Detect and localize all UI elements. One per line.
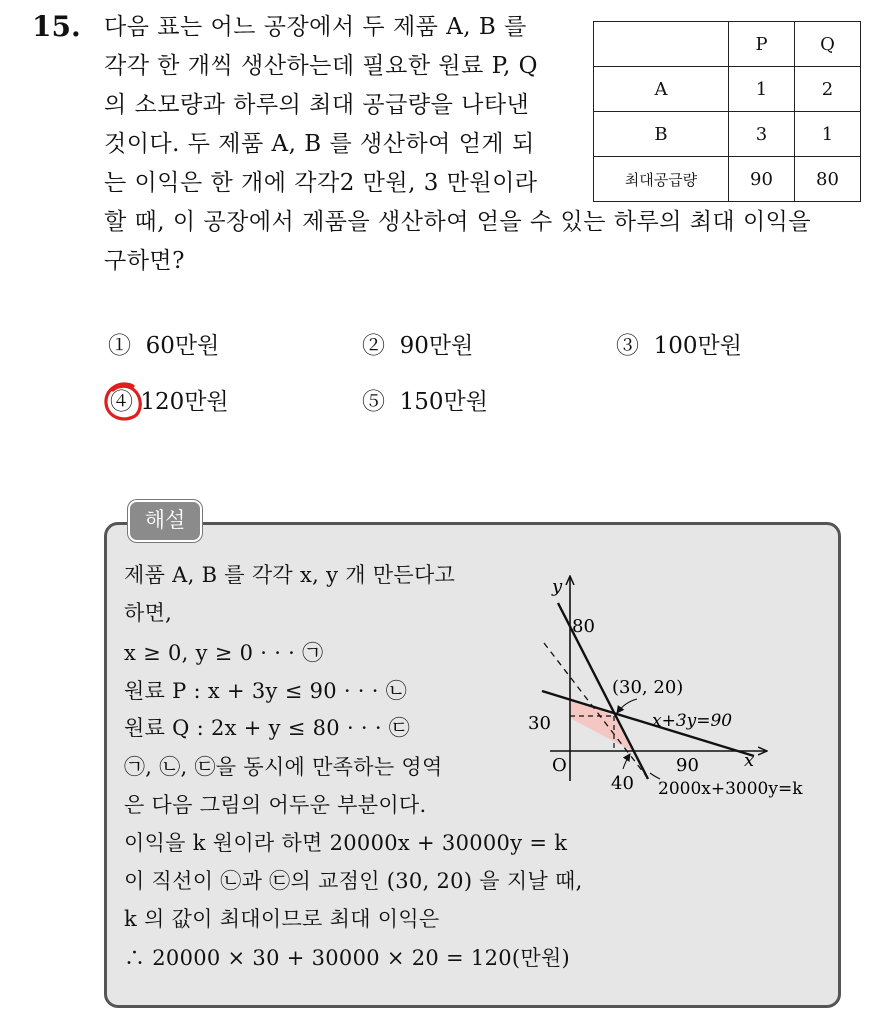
solution-line: x ≥ 0, y ≥ 0 · · · ㉠ [124,641,324,665]
table-cell: 3 [729,112,795,157]
solution-line: 제품 A, B 를 각각 x, y 개 만든다고 [124,563,456,587]
y-intercept-80: 80 [572,616,595,637]
table-row [594,157,861,202]
question-line: 는 이익은 한 개에 각각2 만원, 3 만원이라 [104,170,538,196]
table-cell: P [729,22,795,67]
table-row [594,67,861,112]
table-row [594,112,861,157]
table-cell: B [594,112,729,157]
solution-line: k 의 값이 최대이므로 최대 이익은 [124,907,440,931]
choice-mark: ② [362,333,385,359]
solution-line: 이익을 k 원이라 하면 20000x + 30000y = k [124,831,568,855]
table-cell: 1 [795,112,861,157]
constraint-p-label: x+3y=90 [652,711,733,731]
question-line: 각각 한 개씩 생산하는데 필요한 원료 P, Q [104,53,538,79]
question-line: 것이다. 두 제품 A, B 를 생산하여 얻게 되 [104,131,535,157]
question-number: 15. [32,10,81,43]
choice-mark: ⑤ [362,389,385,415]
choice-mark: ③ [616,333,639,359]
table-cell: 90 [729,157,795,202]
choice-mark: ① [108,333,131,359]
choice-3[interactable] [616,330,742,362]
table-cell [594,22,729,67]
choice-2[interactable] [362,330,473,362]
choice-text: 60만원 [145,333,220,359]
table-cell: 80 [795,157,861,202]
choice-1[interactable] [108,330,219,362]
choice-mark: ④ [110,389,133,415]
x-intercept-40: 40 [611,773,634,794]
solution-line: 원료 P : x + 3y ≤ 90 · · · ㉡ [124,679,408,703]
choice-text: 90만원 [399,333,474,359]
table-cell: Q [795,22,861,67]
question-text [104,8,574,203]
solution-line: 원료 Q : 2x + y ≤ 80 · · · ㉢ [124,716,411,740]
question-line: 의 소모량과 하루의 최대 공급량을 나타낸 [104,92,530,118]
solution-line: 은 다음 그림의 어두운 부분이다. [124,793,427,817]
solution-line: ㉠, ㉡, ㉢을 동시에 만족하는 영역 [124,755,443,779]
solution-line: ∴ 20000 × 30 + 30000 × 20 = 120(만원) [124,946,571,970]
choice-text: 150만원 [399,389,488,415]
material-table [593,21,861,202]
origin-label: O [552,755,567,776]
feasible-region-graph [520,565,830,805]
x-intercept-90: 90 [676,755,699,776]
table-cell: A [594,67,729,112]
solution-tab: 해설 [128,500,202,542]
table-cell: 최대공급량 [594,157,729,202]
choice-text: 120만원 [140,389,229,415]
choice-text: 100만원 [653,333,742,359]
table-header-row [594,22,861,67]
table-cell: 1 [729,67,795,112]
question-line: 다음 표는 어느 공장에서 두 제품 A, B 를 [104,14,527,40]
y-intercept-30: 30 [528,713,551,734]
choice-4[interactable] [110,386,229,418]
x-axis-label: x [744,750,755,771]
question-line: 구하면? [104,248,185,274]
question-line: 할 때, 이 공장에서 제품을 생산하여 얻을 수 있는 하루의 최대 이익을 [104,209,812,235]
table-cell: 2 [795,67,861,112]
intersection-label: (30, 20) [612,677,684,698]
solution-line: 이 직선이 ㉡과 ㉢의 교점인 (30, 20) 을 지날 때, [124,869,583,893]
x40-pointer [623,754,630,769]
objective-label: 2000x+3000y=k [658,779,803,799]
choice-5[interactable] [362,386,488,418]
solution-line: 하면, [124,601,173,625]
y-axis-label: y [552,576,563,597]
point-pointer [617,699,637,713]
